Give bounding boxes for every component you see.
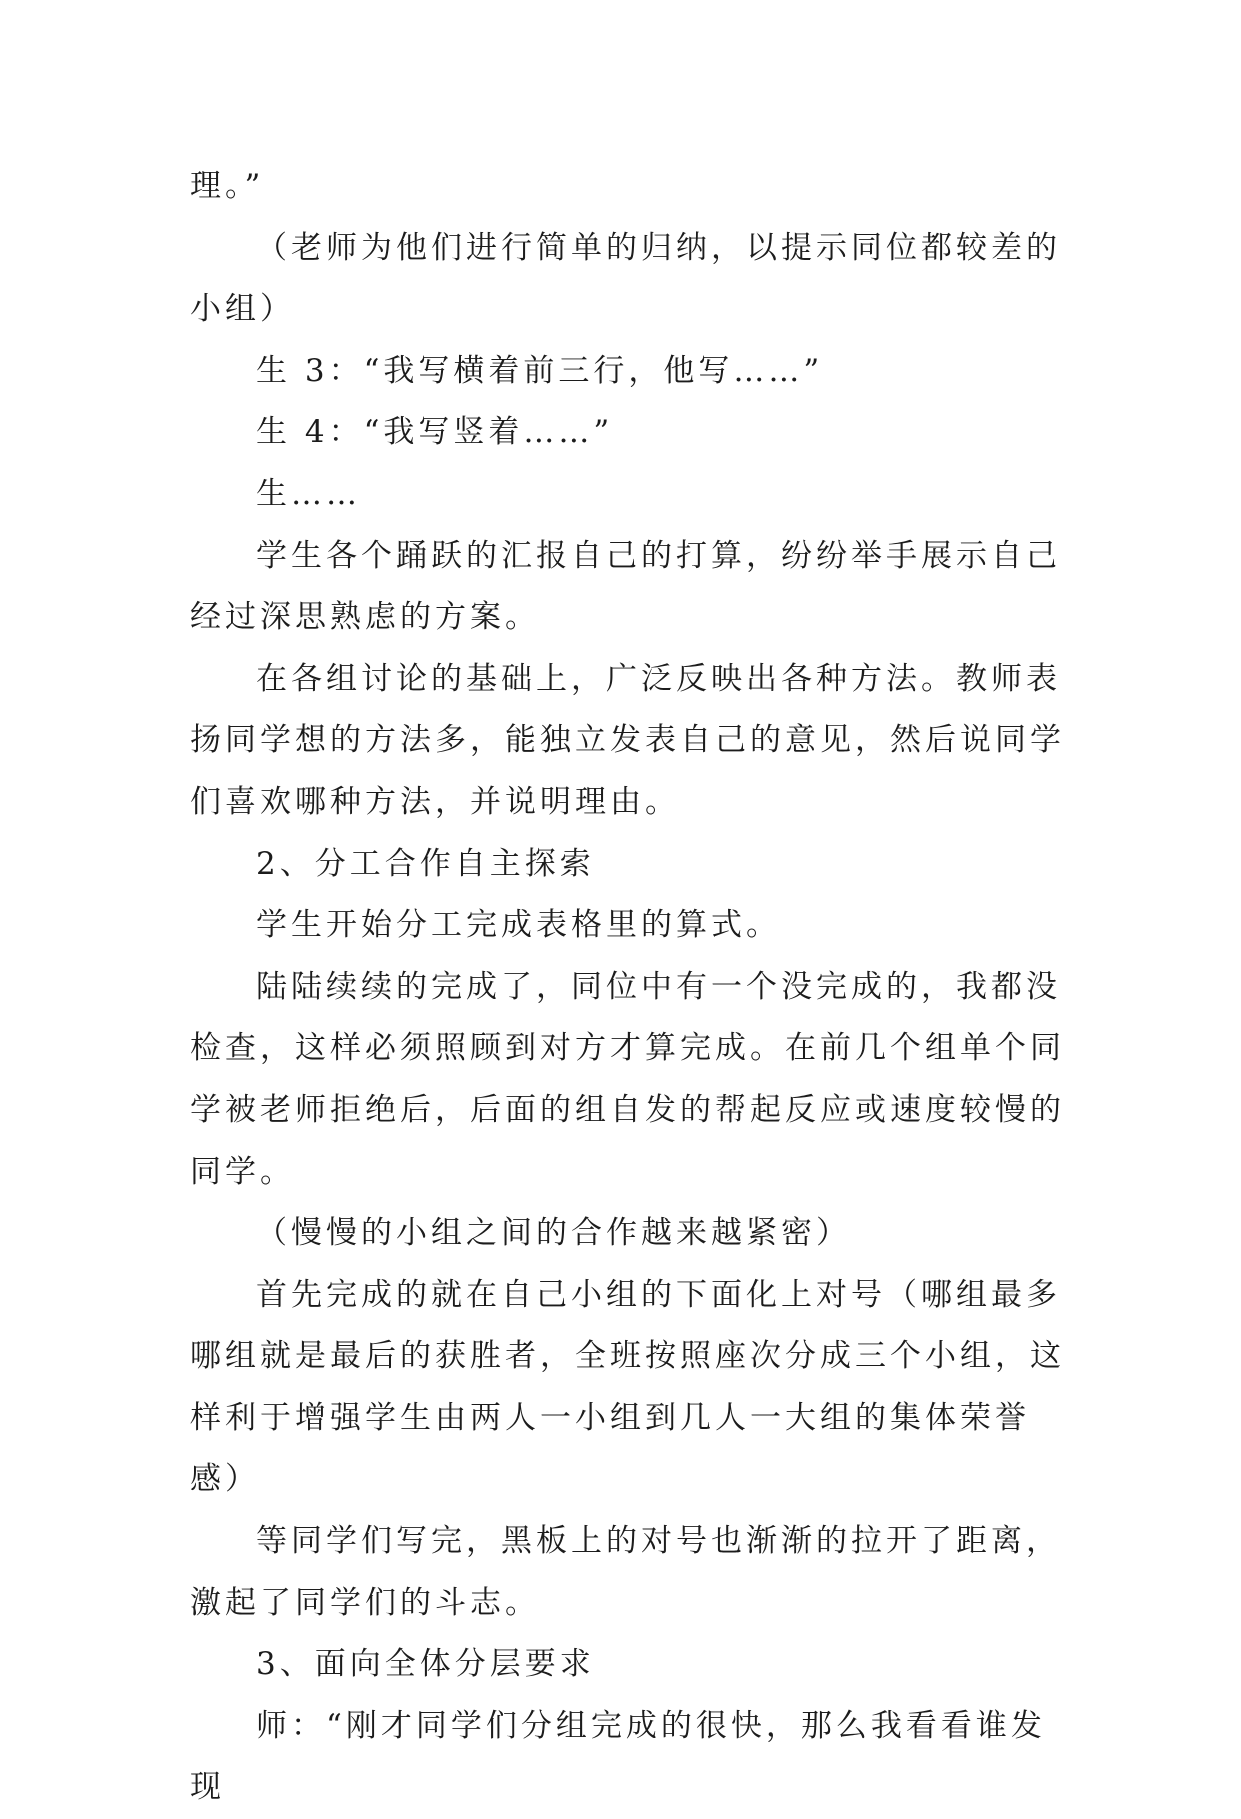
paragraph-teacher-question: 师：“刚才同学们分组完成的很快，那么我看看谁发现: [190, 1707, 1046, 1806]
body-text: [190, 156, 1070, 1819]
paragraph-completion: 陆陆续续的完成了，同位中有一个没完成的，我都没检查，这样必须照顾到对方才算完成。在前几个组单个同学被老师拒绝后，后面的组自发的帮起反应或速度较慢的同学。: [190, 968, 1065, 1190]
paragraph-first-finish: 首先完成的就在自己小组的下面化上对号（哪组最多哪组就是最后的获胜者，全班按照座次分成三个小组，这样利于增强学生由两人一小组到几人一大组的集体荣誉感）: [190, 1276, 1065, 1498]
paragraph-student-etc: 生……: [256, 475, 361, 512]
paragraph-cooperation-note: （慢慢的小组之间的合作越来越紧密）: [256, 1215, 851, 1252]
paragraph-student-4: 生 4：“我写竖着……”: [256, 414, 614, 451]
section-heading-2: 2、分工合作自主探索: [256, 845, 595, 882]
paragraph-blackboard: 等同学们写完，黑板上的对号也渐渐的拉开了距离，激起了同学们的斗志。: [190, 1523, 1061, 1621]
paragraph-students-report: 学生各个踊跃的汇报自己的打算，纷纷举手展示自己经过深思熟虑的方案。: [190, 537, 1061, 636]
paragraph-students-start: 学生开始分工完成表格里的算式。: [256, 907, 781, 944]
paragraph-student-3: 生 3：“我写横着前三行，他写……”: [256, 352, 824, 389]
section-heading-3: 3、面向全体分层要求: [256, 1646, 595, 1683]
paragraph-group-discussion: 在各组讨论的基础上，广泛反映出各种方法。教师表扬同学想的方法多，能独立发表自己的意见，然后说同学们喜欢哪种方法，并说明理由。: [190, 660, 1065, 820]
paragraph-teacher-note: （老师为他们进行简单的归纳，以提示同位都较差的小组）: [190, 229, 1061, 328]
paragraph-continuation: 理。”: [190, 168, 265, 204]
